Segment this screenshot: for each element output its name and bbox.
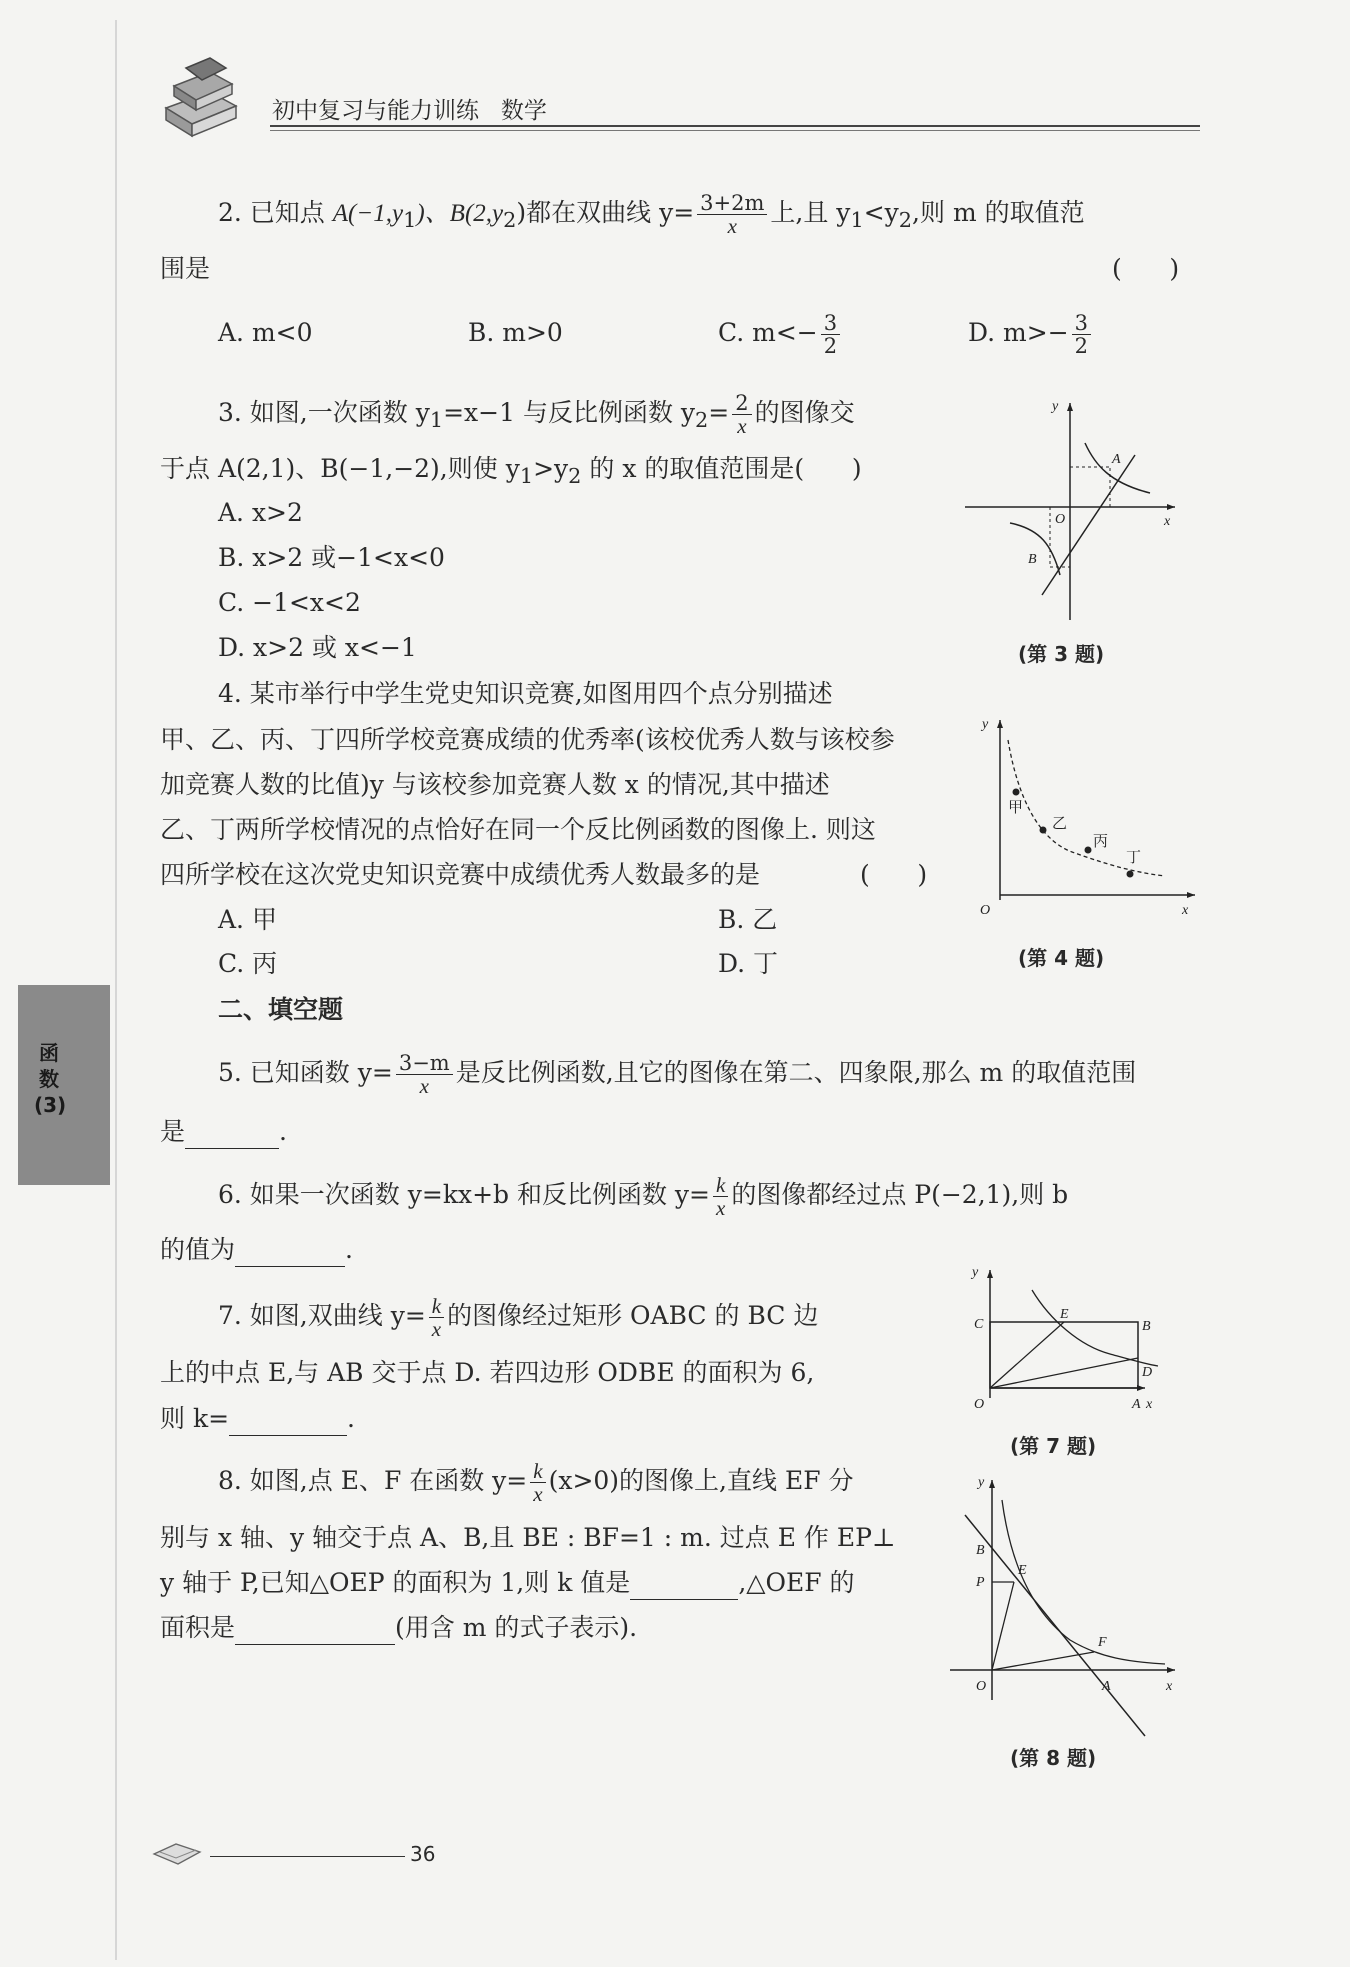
svg-text:丙: 丙 (1093, 832, 1109, 850)
svg-text:A: A (1102, 1679, 1111, 1694)
q4-caption: (第 4 题) (1018, 946, 1105, 970)
q4-option-c[interactable]: C. 丙 (218, 949, 278, 978)
q5-line1: 5. 已知函数 y= $\frac{3-m}{x}$ 是反比例函数,且它的图像在第二、四象限,那么 m 的取值范围 (218, 1051, 1137, 1098)
q3-option-c[interactable]: C. −1<x<2 (218, 588, 361, 617)
svg-text:F: F (1098, 1635, 1107, 1650)
q7-line1: 7. 如图,双曲线 y= $\frac{k}{x}$ 的图像经过矩形 OABC 的 BC 边 (218, 1294, 819, 1341)
footer-book-icon (150, 1838, 210, 1868)
q2-line1: 2. 已知点 $A(-1,y_1)$、$B(2,y_2)$都在双曲线 y= $\frac{3+2m}{x}$ 上,且 $y_1<y_2$,则 m 的取值范 (218, 191, 1085, 238)
svg-text:O: O (974, 1397, 985, 1412)
svg-text:B: B (1142, 1319, 1151, 1334)
q5-answer-blank[interactable] (185, 1122, 279, 1149)
side-tab (18, 985, 110, 1185)
svg-text:y: y (982, 717, 989, 732)
q2-line2: 围是 (160, 254, 211, 283)
q8-answer-blank-area[interactable] (235, 1618, 395, 1645)
q2-option-c[interactable]: C. m<− $\frac{3}{2}$ (718, 312, 843, 357)
svg-text:x: x (1182, 903, 1189, 918)
q6-line2: 的值为 . (160, 1233, 353, 1267)
header-title: 初中复习与能力训练 数学 (272, 98, 547, 124)
svg-text:y: y (1052, 399, 1059, 414)
q7-line2: 上的中点 E,与 AB 交于点 D. 若四边形 ODBE 的面积为 6, (160, 1358, 815, 1387)
svg-text:丁: 丁 (1126, 848, 1142, 866)
q4-option-a[interactable]: A. 甲 (218, 905, 277, 934)
q3-option-d[interactable]: D. x>2 或 x<−1 (218, 633, 417, 662)
svg-text:乙: 乙 (1052, 814, 1068, 832)
q4-figure (960, 700, 1200, 920)
books-logo-icon (160, 50, 240, 140)
svg-text:y: y (978, 1475, 985, 1490)
footer-rule (210, 1856, 405, 1857)
q2-option-b[interactable]: B. m>0 (468, 318, 563, 347)
svg-text:C: C (974, 1317, 984, 1332)
q8-answer-blank-k[interactable] (630, 1573, 738, 1600)
header-rule (270, 125, 1200, 127)
q8-figure (940, 1470, 1185, 1740)
q2-answer-paren: ( ) (1112, 254, 1180, 283)
q3-figure (960, 395, 1190, 625)
q8-line1: 8. 如图,点 E、F 在函数 y= $\frac{k}{x}$ (x>0)的图像上,直线 EF 分 (218, 1459, 854, 1506)
svg-text:甲: 甲 (1008, 798, 1024, 816)
q6-line1: 6. 如果一次函数 y=kx+b 和反比例函数 y= $\frac{k}{x}$ 的图像都经过点 P(−2,1),则 b (218, 1173, 1069, 1220)
q3-line1: 3. 如图,一次函数 $y_1=x-1$ 与反比例函数 $y_2=$ $\frac{2}{x}$ 的图像交 (218, 391, 855, 438)
q4-line5: 四所学校在这次党史知识竞赛中成绩优秀人数最多的是 (160, 860, 761, 889)
q8-caption: (第 8 题) (1010, 1746, 1097, 1770)
q3-line2: 于点 A(2,1)、B(−1,−2),则使 $y_1>y_2$ 的 x 的取值范围是( ) (160, 454, 862, 488)
svg-text:A: A (1132, 1397, 1141, 1412)
q8-line4: 面积是 (用含 m 的式子表示). (160, 1611, 637, 1645)
q4-option-b[interactable]: B. 乙 (718, 905, 778, 934)
q4-line3: 加竞赛人数的比值)y 与该校参加竞赛人数 x 的情况,其中描述 (160, 770, 830, 799)
q7-line3: 则 k= . (160, 1402, 355, 1436)
svg-text:B: B (1028, 552, 1037, 567)
svg-text:E: E (1060, 1307, 1069, 1322)
q8-line2: 别与 x 轴、y 轴交于点 A、B,且 BE : BF=1 : m. 过点 E 作 EP⊥ (160, 1523, 896, 1552)
q4-option-d[interactable]: D. 丁 (718, 949, 779, 978)
q5-line2: 是 . (160, 1115, 287, 1149)
q2-option-d[interactable]: D. m>− $\frac{3}{2}$ (968, 312, 1094, 357)
q4-line1: 4. 某市举行中学生党史知识竞赛,如图用四个点分别描述 (218, 679, 833, 708)
q3-option-a[interactable]: A. x>2 (218, 498, 303, 527)
q4-line2: 甲、乙、丙、丁四所学校竞赛成绩的优秀率(该校优秀人数与该校参 (160, 725, 895, 754)
q4-answer-paren: ( ) (860, 860, 928, 889)
svg-text:D: D (1142, 1365, 1153, 1380)
svg-text:O: O (980, 903, 991, 918)
svg-text:x: x (1166, 1679, 1173, 1694)
side-tab-label: 函 数 (3) (34, 1041, 67, 1117)
q3-option-b[interactable]: B. x>2 或−1<x<0 (218, 543, 445, 572)
svg-text:A: A (1112, 452, 1121, 467)
q2-option-a[interactable]: A. m<0 (218, 318, 313, 347)
q8-line3: y 轴于 P,已知△OEP 的面积为 1,则 k 值是 ,△OEF 的 (160, 1566, 855, 1600)
q3-caption: (第 3 题) (1018, 642, 1105, 666)
section-fill-in-title: 二、填空题 (218, 995, 344, 1024)
page-number: 36 (410, 1842, 436, 1866)
svg-text:O: O (1055, 512, 1066, 527)
svg-text:y: y (972, 1265, 979, 1280)
svg-text:E: E (1018, 1563, 1027, 1578)
q6-answer-blank[interactable] (235, 1240, 345, 1267)
svg-text:O: O (976, 1679, 987, 1694)
svg-text:x: x (1146, 1397, 1153, 1412)
svg-text:P: P (976, 1575, 985, 1590)
svg-text:x: x (1164, 514, 1171, 529)
q7-caption: (第 7 题) (1010, 1434, 1097, 1458)
q7-figure (960, 1260, 1170, 1420)
q7-answer-blank[interactable] (229, 1409, 347, 1436)
header-rule-thin (270, 130, 1200, 131)
svg-text:B: B (976, 1543, 985, 1558)
margin-line (115, 20, 117, 1960)
q2-fraction: $\frac{3+2m}{x}$ (697, 192, 767, 237)
q4-line4: 乙、丁两所学校情况的点恰好在同一个反比例函数的图像上. 则这 (160, 815, 876, 844)
